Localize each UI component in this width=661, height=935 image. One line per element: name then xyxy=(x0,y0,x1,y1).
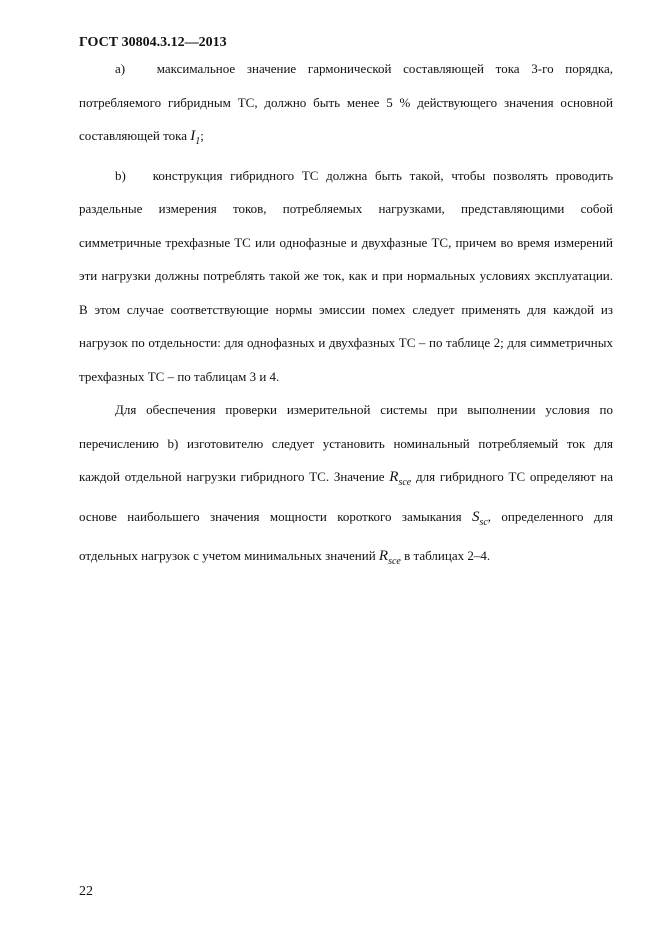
rsce-symbol: $R_{sce}$ xyxy=(389,469,412,488)
ssc-symbol: $S_{sc}$ xyxy=(471,508,488,528)
document-header: ГОСТ 30804.3.12—2013 xyxy=(79,35,227,50)
list-item-label: b) xyxy=(115,167,126,183)
page-number: 22 xyxy=(79,884,93,899)
list-item-text: максимальное значение гармонической составляющей тока 3-го порядка, потребляемого гибридным ТС, должно быть менее 5 % действующего значения основной составляющей тока xyxy=(79,61,613,143)
body-paragraph: Для обеспечения проверки измерительной системы при выполнении условия по перечислению b) изготовителю следует установить номинальный потребляемый ток для каждой отдельной нагрузки гибридного ТС. Значение $R_{sce}$ для гибридного ТС определяют на основе наибольшего значения мощности короткого замыкания $S_{sc}$, определенного для отдельных нагрузок с учетом минимальных значений $R_{sce}$ в таблицах 2–4. xyxy=(79,402,613,567)
list-item-label: a) xyxy=(115,61,126,76)
current-symbol: $I_1$ xyxy=(190,128,201,147)
document-body xyxy=(79,52,613,579)
rsce-symbol: $R_{sce}$ xyxy=(378,548,401,567)
list-item-text: конструкция гибридного ТС должна быть такой, чтобы позволять проводить раздельные измерения токов, потребляемых нагрузками, представляющими собой симметричные трехфазные ТС или однофазные и двухфазные ТС, причем во время измерений эти нагрузки должны потреблять такой же ток, как и при нормальных условиях эксплуатации. В этом случае соответствующие нормы эмиссии помех следует применять для каждой из нагрузок по отдельности: для однофазных и двухфазных ТС – по таблице 2; для симметричных трехфазных ТС – по таблицам 3 и 4. xyxy=(79,167,614,384)
list-item-a: a) максимальное значение гармонической составляющей тока 3-го порядка, потребляемого гибридным ТС, должно быть менее 5 % действующего значения основной составляющей тока $I_1$; xyxy=(79,52,613,159)
list-item-b xyxy=(79,159,613,394)
